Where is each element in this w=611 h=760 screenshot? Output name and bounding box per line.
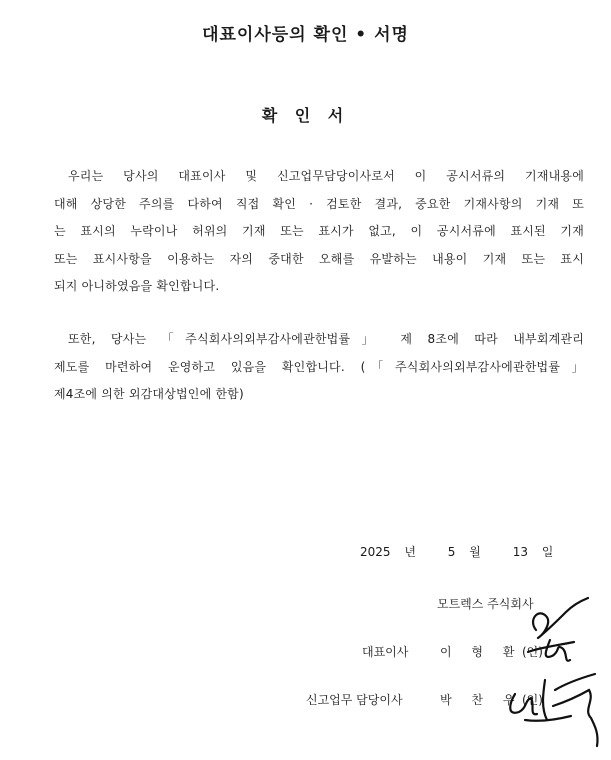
paragraph-line: 대해 상당한 주의를 다하여 직접 확인 · 검토한 결과, 중요한 기재사항의 기재 또 <box>54 196 584 211</box>
paragraph-line: 또는 표시사항을 이용하는 자의 중대한 오해를 유발하는 내용이 기재 또는 표시 <box>54 251 584 266</box>
officer-signature-icon <box>495 660 611 760</box>
date-year: 2025 <box>360 545 391 559</box>
paragraph-line: 우리는 당사의 대표이사 및 신고업무담당이사로서 이 공시서류의 기재내용에 <box>68 169 584 183</box>
signer-role: 대표이사 <box>362 645 409 659</box>
confirmation-paragraph <box>54 163 584 301</box>
paragraph-line: 제도를 마련하여 운영하고 있음을 확인합니다. (「주식회사의외부감사에관한법률」 <box>54 359 584 374</box>
paragraph-line: 제4조에 의한 외감대상법인에 한함) <box>54 387 244 401</box>
date-day-unit: 일 <box>541 545 554 559</box>
signer-role: 신고업무 담당이사 <box>306 693 403 707</box>
date-day: 13 <box>512 545 528 559</box>
paragraph-line: 되지 아니하였음을 확인합니다. <box>54 279 220 293</box>
signer-name: 이 형 환 <box>440 645 523 659</box>
paragraph-line: 또한, 당사는 「주식회사의외부감사에관한법률」 제 8조에 따라 내부회계관리 <box>68 332 584 346</box>
date-month: 5 <box>447 545 456 559</box>
document-title: 대표이사등의 확인 • 서명 <box>202 25 409 45</box>
seal-mark: (인) <box>522 645 543 659</box>
document-subtitle: 확 인 서 <box>261 106 350 125</box>
seal-mark: (인) <box>522 693 543 707</box>
date-month-unit: 월 <box>469 545 481 559</box>
paragraph-line: 는 표시의 누락이나 허위의 기재 또는 표시가 없고, 이 공시서류에 표시된 기재 <box>54 224 584 238</box>
signer-name: 박 찬 우 <box>440 693 523 707</box>
company-name: 모트렉스 주식회사 <box>437 597 534 611</box>
document-date <box>360 543 560 560</box>
internal-control-paragraph <box>54 326 584 409</box>
date-year-unit: 년 <box>404 545 416 559</box>
